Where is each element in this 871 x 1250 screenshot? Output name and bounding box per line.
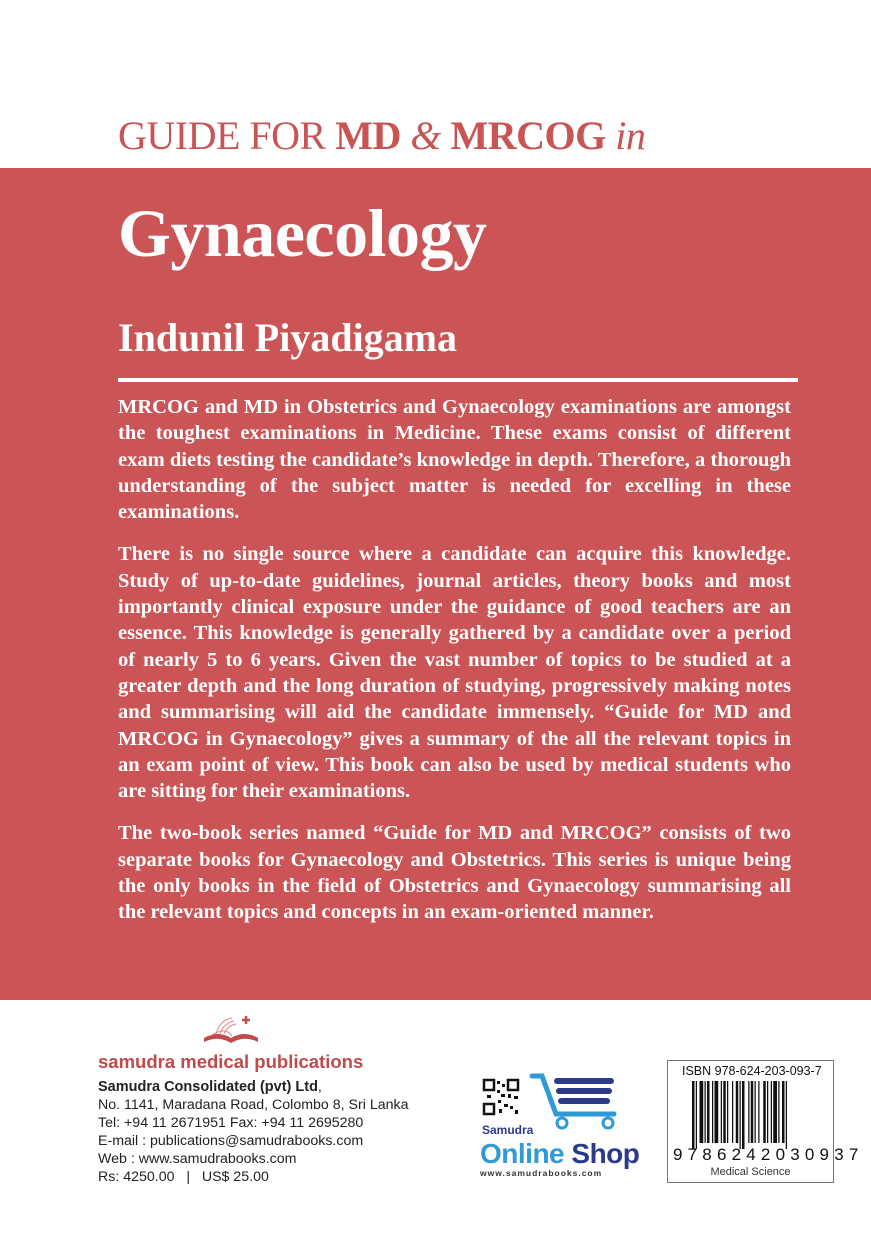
series-title-mrcog: MRCOG: [450, 113, 606, 158]
barcode-bar: [696, 1081, 697, 1149]
barcode-bar: [712, 1081, 713, 1143]
barcode-bar: [727, 1081, 728, 1143]
blurb-paragraph: The two-book series named “Guide for MD and MRCOG” consists of two separate books for Gynaecology and Obstetrics. This series is unique being the only books in the field of Obstetrics and Gynaecology summarising all the relevant topics and concepts in an exam-oriented manner.: [118, 822, 791, 924]
qr-code-icon: [482, 1078, 522, 1118]
open-book-cross-icon: [196, 1012, 266, 1046]
series-title-in: in: [605, 113, 646, 158]
email[interactable]: E-mail : publications@samudrabooks.com: [98, 1133, 364, 1149]
online-shop-logo: [470, 1078, 650, 1178]
barcode-bar: [771, 1081, 772, 1143]
shop-brand: Samudra: [482, 1123, 534, 1137]
isbn-category: Medical Science: [710, 1166, 791, 1178]
company-name: Samudra Consolidated (pvt) Ltd: [98, 1079, 318, 1095]
barcode-bar: [767, 1081, 768, 1143]
series-title-ampersand: &: [400, 113, 451, 158]
publisher-name: samudra medical publications: [98, 1051, 364, 1072]
shop-url[interactable]: www.samudrabooks.com: [480, 1168, 603, 1178]
barcode-bar: [692, 1081, 695, 1149]
barcode-bar: [742, 1081, 745, 1149]
shopping-cart-icon: [528, 1070, 628, 1130]
shop-name-online: Online: [480, 1138, 565, 1169]
isbn-barcode-box: [667, 1060, 864, 1183]
price: Rs: 4250.00 | US$ 25.00: [98, 1169, 269, 1185]
series-title: [118, 112, 645, 159]
barcode-bar: [740, 1081, 741, 1149]
barcode-bar: [707, 1081, 710, 1143]
barcode: [692, 1081, 817, 1151]
barcode-bar: [758, 1081, 759, 1143]
blurb-paragraph: There is no single source where a candidate can acquire this knowledge. Study of up-to-date guidelines, journal articles, theory books and most importantly clinical exposure under the guidance of good teachers are an essence. This knowledge is generally gathered by a candidate over a period of nearly 5 to 6 years. Given the vast number of topics to be studied at a greater depth and the long duration of studying, progressively making notes and summarising will aid the candidate immensely. “Guide for MD and MRCOG in Gynaecology” gives a summary of the all the relevant topics in an exam point of view. This book can also be used by medical students who are sitting for their examinations.: [118, 543, 791, 803]
barcode-bar: [732, 1081, 733, 1143]
isbn-label: ISBN 978-624-203-093-7: [682, 1064, 822, 1078]
barcode-bar: [763, 1081, 766, 1143]
barcode-bar: [715, 1081, 719, 1143]
phone: Tel: +94 11 2671951 Fax: +94 11 2695280: [98, 1115, 364, 1131]
barcode-bar: [705, 1081, 706, 1143]
series-title-part: GUIDE FOR: [118, 113, 336, 158]
barcode-bar: [721, 1081, 722, 1143]
barcode-bar: [700, 1081, 704, 1143]
address: No. 1141, Maradana Road, Colombo 8, Sri Lanka: [98, 1097, 409, 1113]
blurb: [118, 394, 791, 942]
divider: [118, 378, 798, 382]
barcode-bar: [736, 1081, 739, 1143]
publisher-block: [98, 1012, 408, 1186]
author-name: Indunil Piyadigama: [118, 315, 458, 360]
company-comma: ,: [317, 1079, 322, 1095]
series-title-md: MD: [335, 113, 401, 158]
barcode-bar: [755, 1081, 756, 1143]
title-band: [0, 168, 871, 1000]
barcode-bar: [748, 1081, 749, 1143]
blurb-paragraph: MRCOG and MD in Obstetrics and Gynaecology examinations are amongst the toughest examinations in Medicine. These exams consist of different exam diets testing the candidate’s knowledge in depth. Therefore, a thorough understanding of the subject matter is needed for excelling in these examinations.: [118, 396, 791, 524]
book-title: Gynaecology: [118, 195, 487, 271]
shop-name: [480, 1138, 639, 1170]
barcode-bar: [773, 1081, 777, 1143]
barcode-bar: [778, 1081, 779, 1143]
website[interactable]: Web : www.samudrabooks.com: [98, 1151, 297, 1167]
barcode-bar: [782, 1081, 785, 1143]
shop-name-shop: Shop: [564, 1138, 640, 1169]
barcode-bar: [786, 1081, 787, 1149]
publisher-info: [98, 1078, 408, 1186]
barcode-bar: [723, 1081, 726, 1143]
barcode-bar: [751, 1081, 754, 1143]
isbn-digits: 9786242030937: [673, 1145, 864, 1164]
